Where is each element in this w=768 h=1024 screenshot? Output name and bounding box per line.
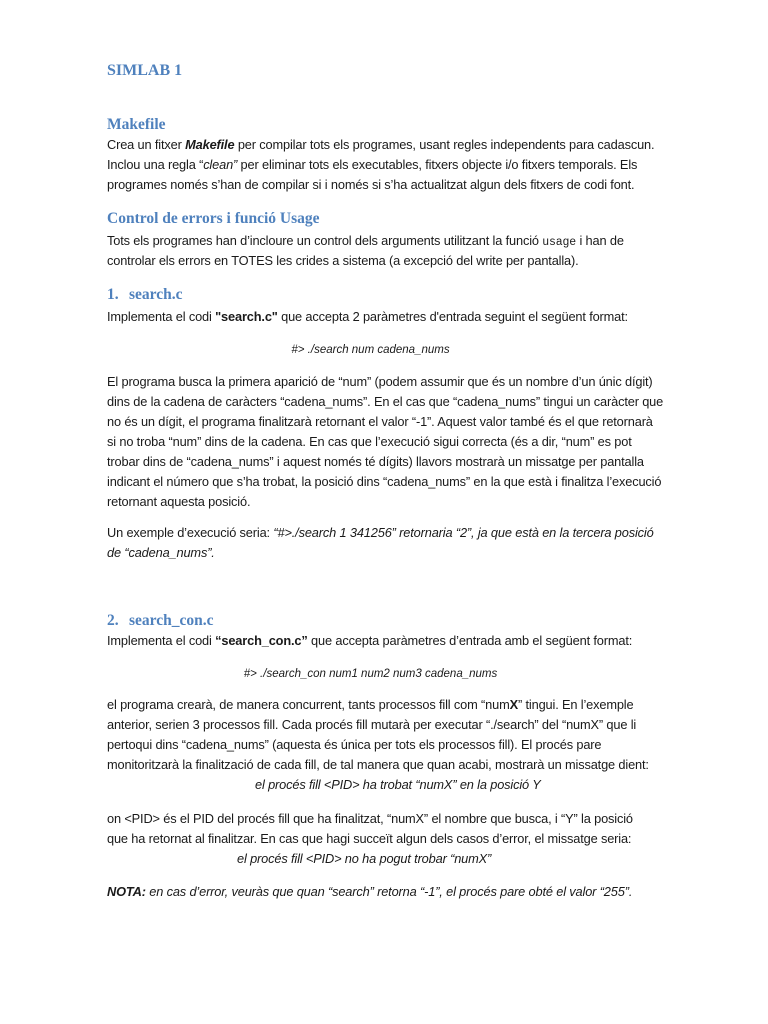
makefile-term: Makefile — [185, 137, 235, 152]
search-description-line: no és un dígit, el programa finalitzarà retornant el valor “-1”. Aquest valor també és el que retornarà — [107, 414, 653, 429]
filename: “search_con.c” — [215, 633, 308, 648]
text-span: Inclou una regla “ — [107, 157, 204, 172]
search-example — [107, 523, 654, 543]
search-description-line: trobar dins de “cadena_nums” i aquest només té dígits) llavors mostrarà un missatge per pantalla — [107, 454, 644, 469]
text-span: Crea un fitxer — [107, 137, 186, 152]
text-span: per eliminar tots els executables, fitxers objecte i/o fitxers temporals. Els — [237, 157, 638, 172]
search-con-heading — [107, 612, 214, 630]
text-span: i han de — [576, 233, 624, 248]
search-intro — [107, 307, 628, 327]
search-con-message-1: el procés fill <PID> ha trobat “numX” en la posició Y — [255, 777, 541, 792]
usage-code: usage — [542, 236, 577, 249]
makefile-line-1 — [107, 135, 654, 155]
makefile-line-3: programes només s’han de compilar si i només si s’ha actualitzat algun dels fitxers de codi font. — [107, 177, 635, 192]
search-description-line: indicant el número que s’ha trobat, la posició dins “cadena_nums” en la que està i finalitza l’execució — [107, 474, 662, 489]
search-description-line: dins de la cadena de caràcters “cadena_nums”. En el cas que “cadena_nums” tingui un caràcter que — [107, 394, 664, 409]
bold-x: X — [509, 697, 518, 712]
text-span: Implementa el codi — [107, 633, 216, 648]
text-span: Implementa el codi — [107, 309, 216, 324]
usage-heading: Control de errors i funció Usage — [107, 210, 320, 227]
search-description-line: retornant aquesta posició. — [107, 494, 251, 509]
search-heading — [107, 286, 183, 304]
text-span: que accepta paràmetres d’entrada amb el següent format: — [307, 633, 633, 648]
section-number: 1. — [107, 286, 119, 303]
text-span: el programa crearà, de manera concurrent, tants processos fill com “num — [107, 697, 510, 712]
search-con-line-3: pertoqui dins “cadena_nums” (aquesta és única per tots els processos fill). El procés pare — [107, 737, 602, 752]
section-title: search_con.c — [129, 612, 214, 629]
search-con-line-2: anterior, serien 3 processos fill. Cada procés fill mutarà per executar “./search” del “numX” que li — [107, 717, 637, 732]
search-description-line: si no troba “num” dins de la cadena. En cas que l’execució sigui correcta (és a dir, “num” es pot — [107, 434, 632, 449]
search-con-line-6: que ha retornat al finalitzar. En cas que hagi succeït algun dels casos d’error, el missatge seria: — [107, 831, 632, 846]
makefile-heading: Makefile — [107, 116, 166, 133]
text-span: Tots els programes han d’incloure un control dels arguments utilitzant la funció — [107, 233, 543, 248]
search-con-line-4: monitoritzarà la finalització de cada fill, de tal manera que quan acabi, mostrarà un missatge dient: — [107, 757, 649, 772]
search-con-line-1 — [107, 695, 633, 715]
search-con-line-5: on <PID> és el PID del procés fill que ha finalitzat, “numX” el nombre que busca, i “Y” la posició — [107, 811, 633, 826]
search-format: #> ./search num cadena_nums — [291, 344, 450, 356]
note-text: en cas d’error, veuràs que quan “search” retorna “-1”, el procés pare obté el valor “255”. — [145, 884, 633, 899]
search-description-line: El programa busca la primera aparició de “num” (podem assumir que és un nombre d’un únic dígit) — [107, 374, 653, 389]
note-label: NOTA: — [107, 884, 146, 899]
filename: "search.c" — [215, 309, 278, 324]
example-text: “#>./search 1 341256” retornaria “2”, ja que està en la tercera posició — [273, 525, 654, 540]
document-title: SIMLAB 1 — [107, 62, 183, 79]
search-con-format: #> ./search_con num1 num2 num3 cadena_nums — [243, 668, 498, 680]
text-span: que accepta 2 paràmetres d'entrada seguint el següent format: — [277, 309, 628, 324]
section-title: search.c — [129, 286, 183, 303]
usage-line-2: controlar els errors en TOTES les crides a sistema (a excepció del write per pantalla). — [107, 253, 579, 268]
text-span: per compilar tots els programes, usant regles independents para cadascun. — [234, 137, 655, 152]
search-con-message-2: el procés fill <PID> no ha pogut trobar “numX” — [237, 851, 492, 866]
section-number: 2. — [107, 612, 119, 629]
text-span: Un exemple d’execució seria: — [107, 525, 274, 540]
text-span: ” tingui. En l’exemple — [517, 697, 634, 712]
makefile-line-2 — [107, 155, 637, 175]
search-con-note — [107, 882, 632, 902]
search-example-cont: de “cadena_nums”. — [107, 545, 215, 560]
search-con-intro — [107, 631, 632, 651]
usage-line-1 — [107, 231, 624, 253]
clean-term: clean” — [203, 157, 238, 172]
